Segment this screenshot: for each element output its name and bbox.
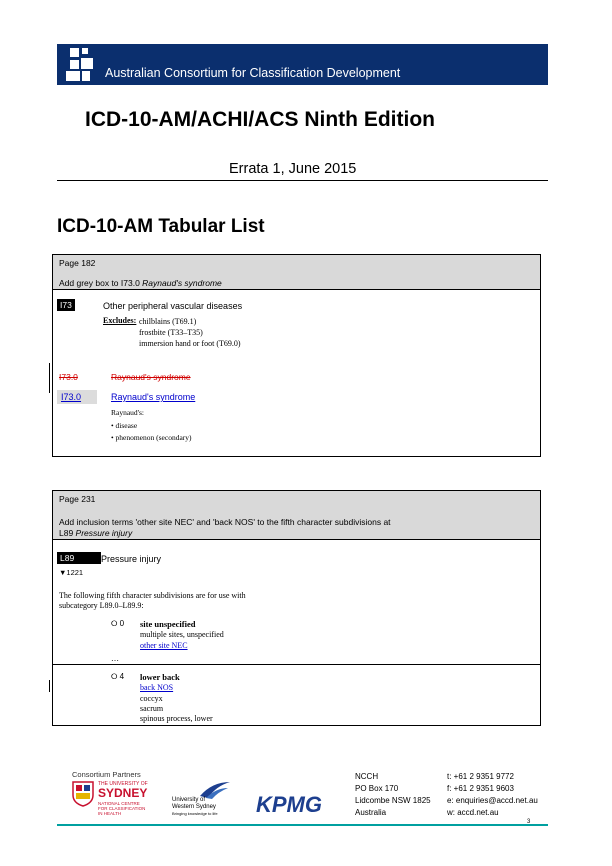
instruction-italic: Pressure injury [75, 528, 133, 538]
category-code: I73 [57, 299, 75, 311]
subdivision-marker: ⭘ 0 [111, 619, 125, 628]
sydney-line: FOR CLASSIFICATION [98, 806, 146, 811]
excludes-item: chilblains (T69.1) [139, 317, 197, 326]
excludes-item: frostbite (T33–T35) [139, 328, 203, 337]
logo-square [70, 48, 79, 57]
change-bar [49, 680, 50, 692]
sydney-line: IN HEALTH [98, 811, 122, 816]
category-title: Other peripheral vascular diseases [103, 301, 243, 311]
contact-web[interactable]: w: accd.net.au [447, 808, 499, 817]
errata-box-header [53, 255, 540, 290]
page-ref: Page 182 [59, 258, 96, 268]
contact-fax: f: +61 2 9351 9603 [447, 784, 514, 793]
category-title: Pressure injury [101, 554, 162, 564]
org-name: Australian Consortium for Classification Development [105, 66, 401, 80]
new-code: I73.0 [61, 392, 82, 402]
footer-rule [57, 824, 548, 826]
excludes-item: immersion hand or foot (T69.0) [139, 339, 241, 348]
subdivision-number: 4 [119, 672, 125, 681]
subdivision-marker: ⭘ 4 [111, 672, 125, 681]
page-ref: Page 231 [59, 494, 96, 504]
address-line: PO Box 170 [355, 784, 399, 793]
category-code: L89 [57, 552, 101, 564]
inclusion-item: • disease [111, 421, 138, 430]
errata-box-2 [52, 490, 541, 726]
errata-box-1 [52, 254, 541, 457]
uws-line: Bringing knowledge to life [172, 811, 218, 816]
uws-line: Western Sydney [172, 804, 216, 810]
subdivision-item: spinous process, lower [140, 714, 213, 723]
new-inclusion-term: other site NEC [140, 641, 188, 650]
sydney-crest-icon [72, 781, 94, 807]
document-title: ICD-10-AM/ACHI/ACS Ninth Edition [85, 108, 435, 131]
instruction-text: L89 [59, 528, 76, 538]
new-title: Raynaud's syndrome [111, 392, 196, 402]
subdivision-item: sacrum [140, 704, 164, 713]
change-bar [49, 363, 50, 393]
page-number: 3 [527, 819, 531, 825]
subdivision-number: 0 [119, 619, 125, 628]
subdivision-title: site unspecified [140, 619, 196, 629]
sydney-line: THE UNIVERSITY OF [98, 781, 148, 787]
instruction-italic: Raynaud's syndrome [142, 278, 222, 288]
logo-square [81, 58, 93, 69]
address-line: Lidcombe NSW 1825 [355, 796, 431, 805]
inclusion-label: Raynaud's: [111, 408, 145, 417]
subdivision-item: multiple sites, unspecified [140, 630, 224, 639]
instruction: Add inclusion terms 'other site NEC' and 'back NOS' to the fifth character subdivisions at [59, 517, 391, 527]
deleted-code: I73.0 [59, 372, 78, 382]
excludes-label: Excludes: [103, 316, 137, 325]
section-title: ICD-10-AM Tabular List [57, 216, 265, 237]
logo-square [66, 71, 80, 81]
note-line: The following fifth character subdivisions are for use with [59, 591, 246, 600]
errata-line: Errata 1, June 2015 [229, 161, 357, 177]
address-line: NCCH [355, 772, 379, 781]
subdivision-item: coccyx [140, 694, 163, 703]
contact-email[interactable]: e: enquiries@accd.net.au [447, 796, 538, 805]
logo-square [82, 48, 88, 54]
header-banner [57, 44, 548, 85]
new-inclusion-term: back NOS [140, 683, 174, 692]
partners-label: Consortium Partners [72, 770, 141, 779]
logo-square [82, 71, 90, 81]
logo-square [70, 60, 79, 69]
inclusion-item: • phenomenon (secondary) [111, 433, 192, 442]
errata-box-header [53, 491, 540, 540]
note-line: subcategory L89.0–L89.9: [59, 601, 144, 610]
row-divider [53, 664, 540, 665]
uws-line: University of [172, 797, 206, 803]
instruction [59, 278, 222, 288]
title-rule [57, 180, 548, 181]
instruction-line2 [59, 528, 132, 538]
kpmg-logo: KPMG [256, 792, 322, 817]
instruction-text: Add grey box to I73.0 [59, 278, 143, 288]
sydney-line: NATIONAL CENTRE [98, 801, 140, 806]
deleted-title: Raynaud's syndrome [111, 372, 191, 382]
standard-ref: ▼1221 [59, 568, 84, 577]
sydney-wordmark: SYDNEY [98, 786, 148, 800]
ellipsis: … [111, 654, 119, 663]
contact-phone: t: +61 2 9351 9772 [447, 772, 514, 781]
address-line: Australia [355, 808, 387, 817]
subdivision-title: lower back [140, 672, 180, 682]
